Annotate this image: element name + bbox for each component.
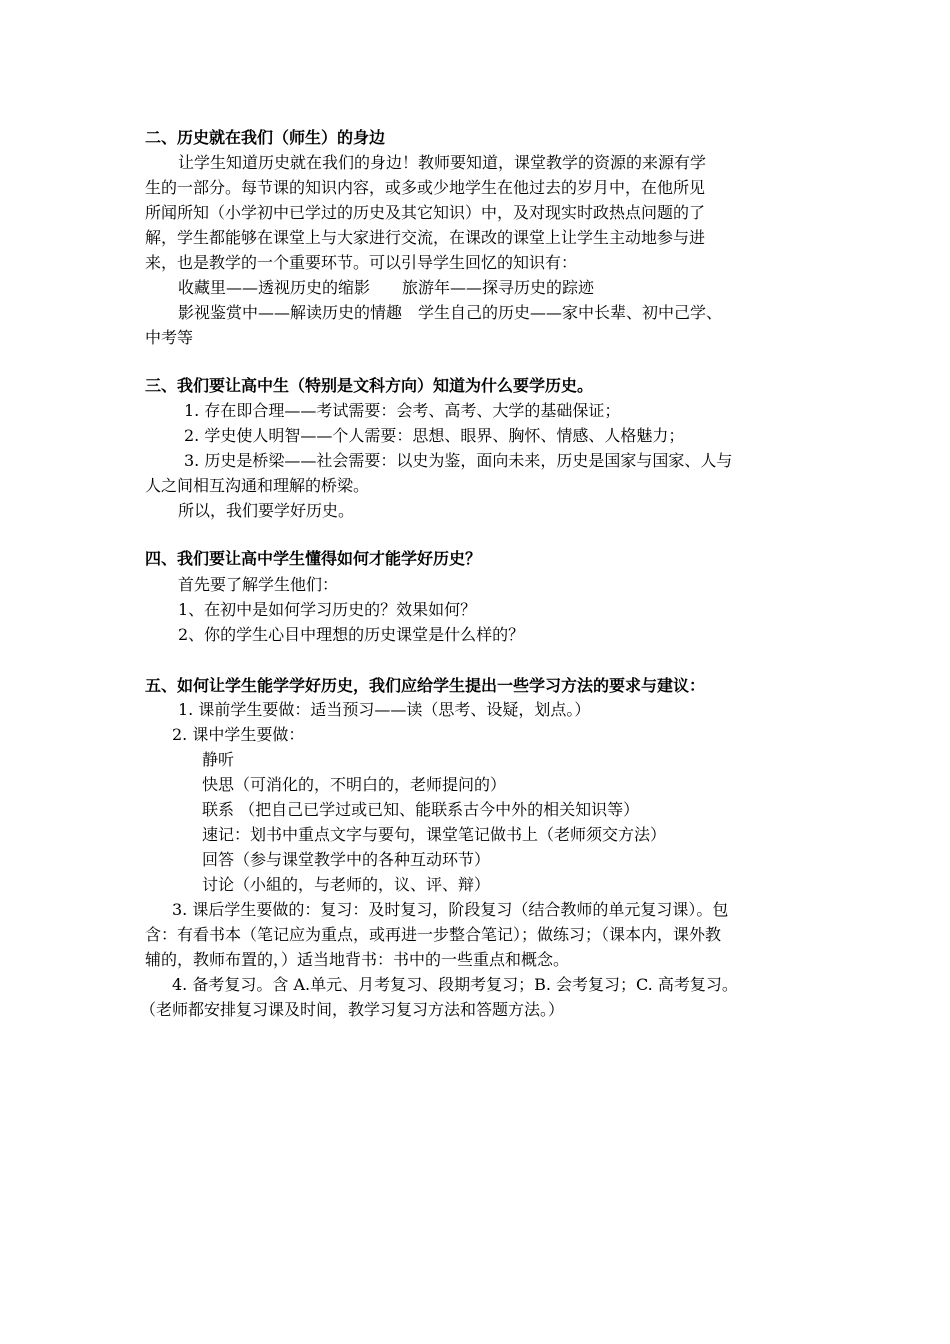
list-item: 人之间相互沟通和理解的桥梁。 — [145, 476, 370, 495]
sub-item: 速记：划书中重点文字与要句，课堂笔记做书上（老师须交方法） — [202, 825, 667, 844]
section-heading-4: 四、我们要让高中学生懂得如何才能学好历史？ — [145, 549, 482, 568]
section-heading-5: 五、如何让学生能学学好历史，我们应给学生提出一些学习方法的要求与建议： — [145, 676, 706, 695]
sub-item: 讨论（小組的，与老师的，议、评、辩） — [202, 875, 491, 894]
sub-item: 静听 — [202, 750, 235, 769]
paragraph-line: 生的一部分。每节课的知识内容，或多或少地学生在他过去的岁月中，在他所见 — [145, 178, 706, 197]
topic-line: 收藏里——透视历史的缩影 旅游年——探寻历史的踪迹 — [178, 278, 595, 297]
sub-item: 快思（可消化的，不明白的，老师提问的） — [202, 775, 507, 794]
paragraph-line: 所闻所知（小学初中已学过的历史及其它知识）中，及对现实时政热点问题的了 — [145, 203, 706, 222]
section-heading-2: 二、历史就在我们（师生）的身边 — [145, 128, 386, 147]
conclusion-line: 所以，我们要学好历史。 — [178, 501, 355, 520]
list-item: 辅的，教师布置的，）适当地背书：书中的一些重点和概念。 — [145, 950, 570, 969]
list-item: 3. 课后学生要做的：复习：及时复习，阶段复习（结合教师的单元复习课）。包 — [172, 900, 729, 919]
list-item: （老师都安排复习课及时间，教学习复习方法和答题方法。） — [140, 1000, 565, 1019]
list-item: 2、你的学生心目中理想的历史课堂是什么样的？ — [178, 625, 525, 644]
list-item: 2. 课中学生要做： — [172, 725, 305, 744]
paragraph-line: 来，也是教学的一个重要环节。可以引导学生回忆的知识有： — [145, 253, 578, 272]
list-item: 1. 课前学生要做：适当预习——读（思考、设疑，划点。） — [178, 700, 591, 719]
paragraph-line: 解，学生都能够在课堂上与大家进行交流，在课改的课堂上让学生主动地参与进 — [145, 228, 706, 247]
sub-item: 联系 （把自己已学过或已知、能联系古今中外的相关知识等） — [202, 800, 640, 819]
list-item: 4. 备考复习。含 A.单元、月考复习、段期考复习；B. 会考复习；C. 高考复习。 — [172, 975, 738, 994]
topic-line: 中考等 — [145, 328, 194, 347]
list-item: 首先要了解学生他们： — [178, 575, 339, 594]
list-item: 2. 学史使人明智——个人需要：思想、眼界、胸怀、情感、人格魅力； — [184, 426, 685, 445]
list-item: 1、在初中是如何学习历史的？效果如何？ — [178, 600, 477, 619]
topic-line: 影视鉴赏中——解读历史的情趣 学生自己的历史——家中长辈、初中己学、 — [178, 303, 723, 322]
list-item: 1. 存在即合理——考试需要：会考、高考、大学的基础保证； — [184, 401, 621, 420]
list-item: 含：有看书本（笔记应为重点，或再进一步整合笔记）；做练习；（课本内，课外教 — [145, 925, 722, 944]
section-heading-3: 三、我们要让高中生（特别是文科方向）知道为什么要学历史。 — [145, 376, 594, 395]
paragraph-line: 让学生知道历史就在我们的身边！教师要知道，课堂教学的资源的来源有学 — [178, 153, 707, 172]
sub-item: 回答（参与课堂教学中的各种互动环节） — [202, 850, 491, 869]
list-item: 3. 历史是桥梁——社会需要：以史为鉴，面向未来，历史是国家与国家、人与 — [184, 451, 733, 470]
